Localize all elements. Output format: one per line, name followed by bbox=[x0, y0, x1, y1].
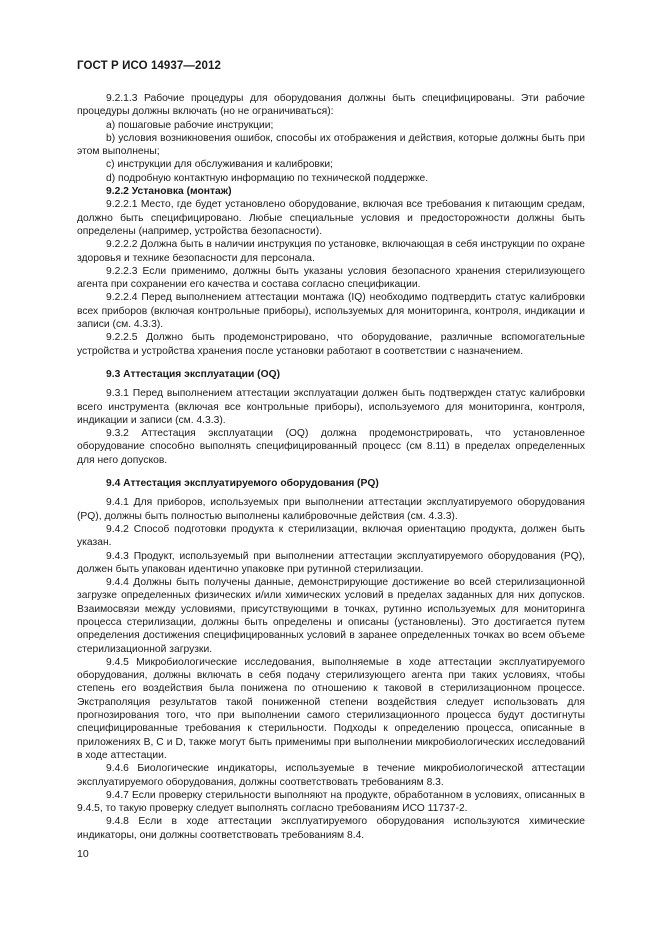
clause-9-2-1-3: 9.2.1.3 Рабочие процедуры для оборудования должны быть специфицированы. Эти рабочие процедуры должны включать (но не ограничиваться): bbox=[77, 93, 585, 118]
document-header: ГОСТ Р ИСО 14937—2012 bbox=[77, 60, 222, 72]
list-item-b: b) условия возникновения ошибок, способы их отображения и действия, которые должны быть при этом выполнены; bbox=[77, 132, 585, 158]
clause-9-4-5: 9.4.5 Микробиологические исследования, выполняемые в ходе аттестации эксплуатируемого оборудования, должны включать в себя подачу стерилизующего агента при таких условиях, чтобы степень его воздействия была понижена по отношению к таковой в стерилизационном процессе. Экстраполяция результатов такой пониженной степени воздействия следует использовать для прогнозирования того, что при выполнении самого стерилизационного процесса будут достигнуты специфицированные требования к стерильности. Подходы к определению процесса, описанные в приложениях B, C и D, также могут быть применимы при выполнении микробиологических исследований в ходе аттестации. bbox=[77, 656, 585, 761]
clause-9-3-2: 9.3.2 Аттестация эксплуатации (OQ) должна продемонстрировать, что установленное оборудование способно выполнять специфицированный процесс (см 8.11) в пределах определенных для него допусков. bbox=[77, 428, 585, 466]
clause-9-4-2: 9.4.2 Способ подготовки продукта к стерилизации, включая ориентацию продукта, должен быть указан. bbox=[77, 523, 585, 549]
clause-9-2-2-1: 9.2.2.1 Место, где будет установлено оборудование, включая все требования к питающим средам, должно быть специфицировано. Любые специальные условия и предосторожности должны быть определены (например, устройства безопасности). bbox=[77, 199, 585, 237]
heading-9-4: 9.4 Аттестация эксплуатируемого оборудования (PQ) bbox=[106, 478, 379, 490]
clause-9-4-3: 9.4.3 Продукт, используемый при выполнении аттестации эксплуатируемого оборудования (PQ), должен быть упакован идентично упаковке при рутинной стерилизации. bbox=[77, 550, 585, 575]
clause-9-3-1: 9.3.1 Перед выполнением аттестации эксплуатации должен быть подтвержден статус калибровки всего инструмента (включая все контрольные приборы), используемого для мониторинга, контроля, индикации и записи (см. 4.3.3). bbox=[77, 388, 585, 426]
heading-9-3: 9.3 Аттестация эксплуатации (OQ) bbox=[106, 368, 281, 380]
list-item-d: d) подробную контактную информацию по технической поддержке. bbox=[106, 172, 429, 184]
clause-9-4-4: 9.4.4 Должны быть получены данные, демонстрирующие достижение во всей стерилизационной загрузке определенных физических и/или химических условий в пределах заданных для них допусков. Взаимосвязи между условиями, присутствующими в точках, рутинно используемых для мониторинга процесса стерилизации, должны быть определены и описаны (установлены). Это достигается путем определения достижения специфицированных условий в заранее определенных точках во всем объеме стерилизационной загрузки. bbox=[77, 577, 585, 655]
heading-9-2-2: 9.2.2 Установка (монтаж) bbox=[106, 186, 232, 198]
clause-9-4-6: 9.4.6 Биологические индикаторы, используемые в течение микробиологической аттестации эксплуатируемого оборудования, должны соответствовать требованиям 8.3. bbox=[77, 763, 585, 788]
document-body bbox=[77, 92, 585, 842]
clause-9-2-2-3: 9.2.2.3 Если применимо, должны быть указаны условия безопасного хранения стерилизующего агента при сохранении его качества и состава согласно спецификации. bbox=[77, 265, 585, 291]
clause-9-2-2-4: 9.2.2.4 Перед выполнением аттестации монтажа (IQ) необходимо подтвердить статус калибровки всех приборов (включая контрольные приборы), используемых для мониторинга, контроля, индикации и записи (см. 4.3.3). bbox=[77, 292, 585, 331]
clause-9-2-2-2: 9.2.2.2 Должна быть в наличии инструкция по установке, включающая в себя инструкции по охране здоровья и технике безопасности для персонала. bbox=[77, 239, 585, 264]
clause-9-2-2-5: 9.2.2.5 Должно быть продемонстрировано, что оборудование, различные вспомогательные устройства и устройства хранения после установки работают в соответствии с назначением. bbox=[77, 332, 585, 357]
list-item-c: c) инструкции для обслуживания и калибровки; bbox=[106, 159, 334, 171]
list-item-a: a) пошаговые рабочие инструкции; bbox=[106, 119, 274, 131]
clause-9-4-8: 9.4.8 Если в ходе аттестации эксплуатируемого оборудования используются химические индикаторы, они должны соответствовать требованиям 8.4. bbox=[77, 816, 585, 841]
page-number: 10 bbox=[77, 848, 89, 860]
clause-9-4-1: 9.4.1 Для приборов, используемых при выполнении аттестации эксплуатируемого оборудования (PQ), должны быть полностью выполнены калибровочные действия (см. 4.3.3). bbox=[77, 497, 585, 522]
clause-9-4-7: 9.4.7 Если проверку стерильности выполняют на продукте, обработанном в условиях, описанных в 9.4.5, то такую проверку следует выполнять согласно требованиям ИСО 11737-2. bbox=[77, 789, 585, 815]
